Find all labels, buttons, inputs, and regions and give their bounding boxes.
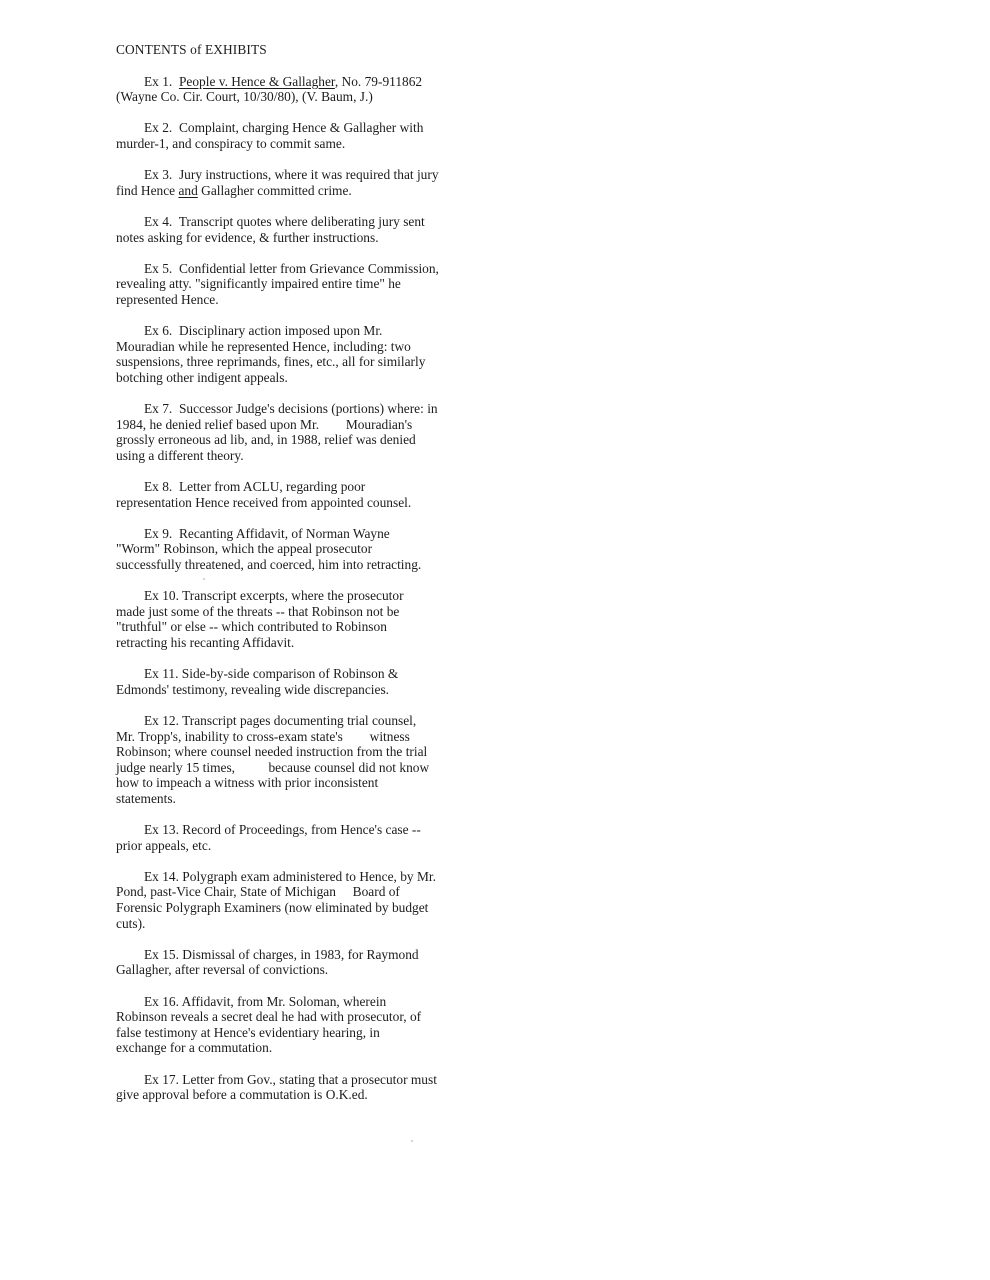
exhibit-3 [116,167,486,198]
exhibit-line: Ex 16. Affidavit, from Mr. Soloman, wherein [144,993,387,1009]
exhibit-12 [116,713,486,807]
exhibit-line: Robinson; where counsel needed instruction from the trial [116,744,428,760]
exhibit-line: Ex 4. Transcript quotes where deliberating jury sent [144,213,425,229]
exhibit-6 [116,323,486,385]
exhibit-line: Ex 2. Complaint, charging Hence & Gallagher with [144,120,424,136]
exhibit-line: successfully threatened, and coerced, him into retracting. [116,557,422,572]
exhibit-line: judge nearly 15 times, because counsel did not know [116,759,430,775]
underlined-word: and [178,182,198,198]
case-number: , No. 79-911862 [334,73,423,89]
exhibit-line: 1984, he denied relief based upon Mr. Mouradian's [116,416,413,432]
exhibit-line: representation Hence received from appointed counsel. [116,494,412,510]
exhibit-line: cuts). [116,915,146,931]
exhibit-line: Robinson reveals a secret deal he had with prosecutor, of [116,1009,422,1025]
exhibit-line: grossly erroneous ad lib, and, in 1988, relief was denied [116,432,416,448]
exhibit-line: Ex 12. Transcript pages documenting trial counsel, [144,712,417,728]
exhibit-11 [116,666,486,697]
exhibit-line: Ex 7. Successor Judge's decisions (portions) where: in [144,401,438,417]
exhibit-line: botching other indigent appeals. [116,369,288,385]
exhibit-line [116,74,486,90]
exhibit-8 [116,479,486,510]
exhibit-line: Ex 17. Letter from Gov., stating that a prosecutor must [144,1071,437,1087]
exhibit-line: (Wayne Co. Cir. Court, 10/30/80), (V. Baum, J.) [116,89,373,105]
exhibit-5 [116,261,486,308]
exhibit-line: Forensic Polygraph Examiners (now eliminated by budget [116,900,429,916]
exhibit-line: Ex 11. Side-by-side comparison of Robinson & [144,666,399,682]
exhibit-line: Ex 3. Jury instructions, where it was required that jury [144,167,439,183]
exhibit-line: statements. [116,790,176,806]
exhibit-line: Gallagher, after reversal of convictions. [116,962,329,978]
exhibit-line: Ex 8. Letter from ACLU, regarding poor [144,479,366,495]
exhibit-16 [116,994,486,1056]
exhibit-line: Ex 10. Transcript excerpts, where the prosecutor [144,588,404,604]
exhibit-line: murder-1, and conspiracy to commit same. [116,135,346,151]
exhibit-4 [116,214,486,245]
exhibit-line: exchange for a commutation. [116,1040,273,1056]
exhibit-line: revealing atty. "significantly impaired entire time" he [116,276,401,292]
page-title: CONTENTS of EXHIBITS [116,42,267,57]
exhibit-line: Mr. Tropp's, inability to cross-exam state's witness [116,728,410,744]
exhibit-17 [116,1072,486,1103]
exhibit-contents [116,42,486,1118]
exhibit-line: represented Hence. [116,291,219,307]
exhibit-line: Ex 9. Recanting Affidavit, of Norman Wayne [144,525,390,541]
exhibit-line: made just some of the threats -- that Robinson not be [116,603,400,619]
exhibit-line: how to impeach a witness with prior inconsistent [116,775,379,791]
text-segment: find Hence [116,182,179,198]
scan-speck [203,578,205,580]
exhibit-line: Ex 15. Dismissal of charges, in 1983, for Raymond [144,946,419,962]
exhibit-line: suspensions, three reprimands, fines, etc., all for similarly [116,354,426,370]
exhibit-9 [116,526,486,573]
exhibit-line: "truthful" or else -- which contributed to Robinson [116,619,387,635]
exhibit-line: Ex 6. Disciplinary action imposed upon Mr. [144,323,383,339]
exhibit-line: Pond, past-Vice Chair, State of Michigan Board of [116,884,400,900]
exhibit-line: using a different theory. [116,447,244,463]
exhibit-line [116,183,486,199]
case-name: People v. Hence & Gallagher [178,73,335,89]
exhibit-line: Mouradian while he represented Hence, including: two [116,338,411,354]
exhibit-7 [116,401,486,463]
exhibit-line: false testimony at Hence's evidentiary hearing, in [116,1024,380,1040]
exhibit-2 [116,120,486,151]
exhibit-13 [116,822,486,853]
scan-speck [411,1140,413,1142]
exhibit-line: prior appeals, etc. [116,837,212,853]
exhibit-1 [116,74,486,105]
exhibit-14 [116,869,486,931]
exhibit-15 [116,947,486,978]
exhibit-line: "Worm" Robinson, which the appeal prosecutor [116,541,373,557]
exhibit-10 [116,588,486,650]
exhibit-line: Ex 5. Confidential letter from Grievance Commission, [144,260,439,276]
exhibit-line: Ex 13. Record of Proceedings, from Hence's case -- [144,822,421,838]
exhibit-line: retracting his recanting Affidavit. [116,634,295,650]
text-segment: Gallagher committed crime. [197,182,352,198]
exhibit-line: notes asking for evidence, & further instructions. [116,229,379,245]
exhibit-line: give approval before a commutation is O.K.ed. [116,1087,368,1103]
exhibit-line: Ex 14. Polygraph exam administered to Hence, by Mr. [144,868,436,884]
exhibit-label: Ex 1. [144,73,179,89]
exhibit-line: Edmonds' testimony, revealing wide discrepancies. [116,681,390,697]
